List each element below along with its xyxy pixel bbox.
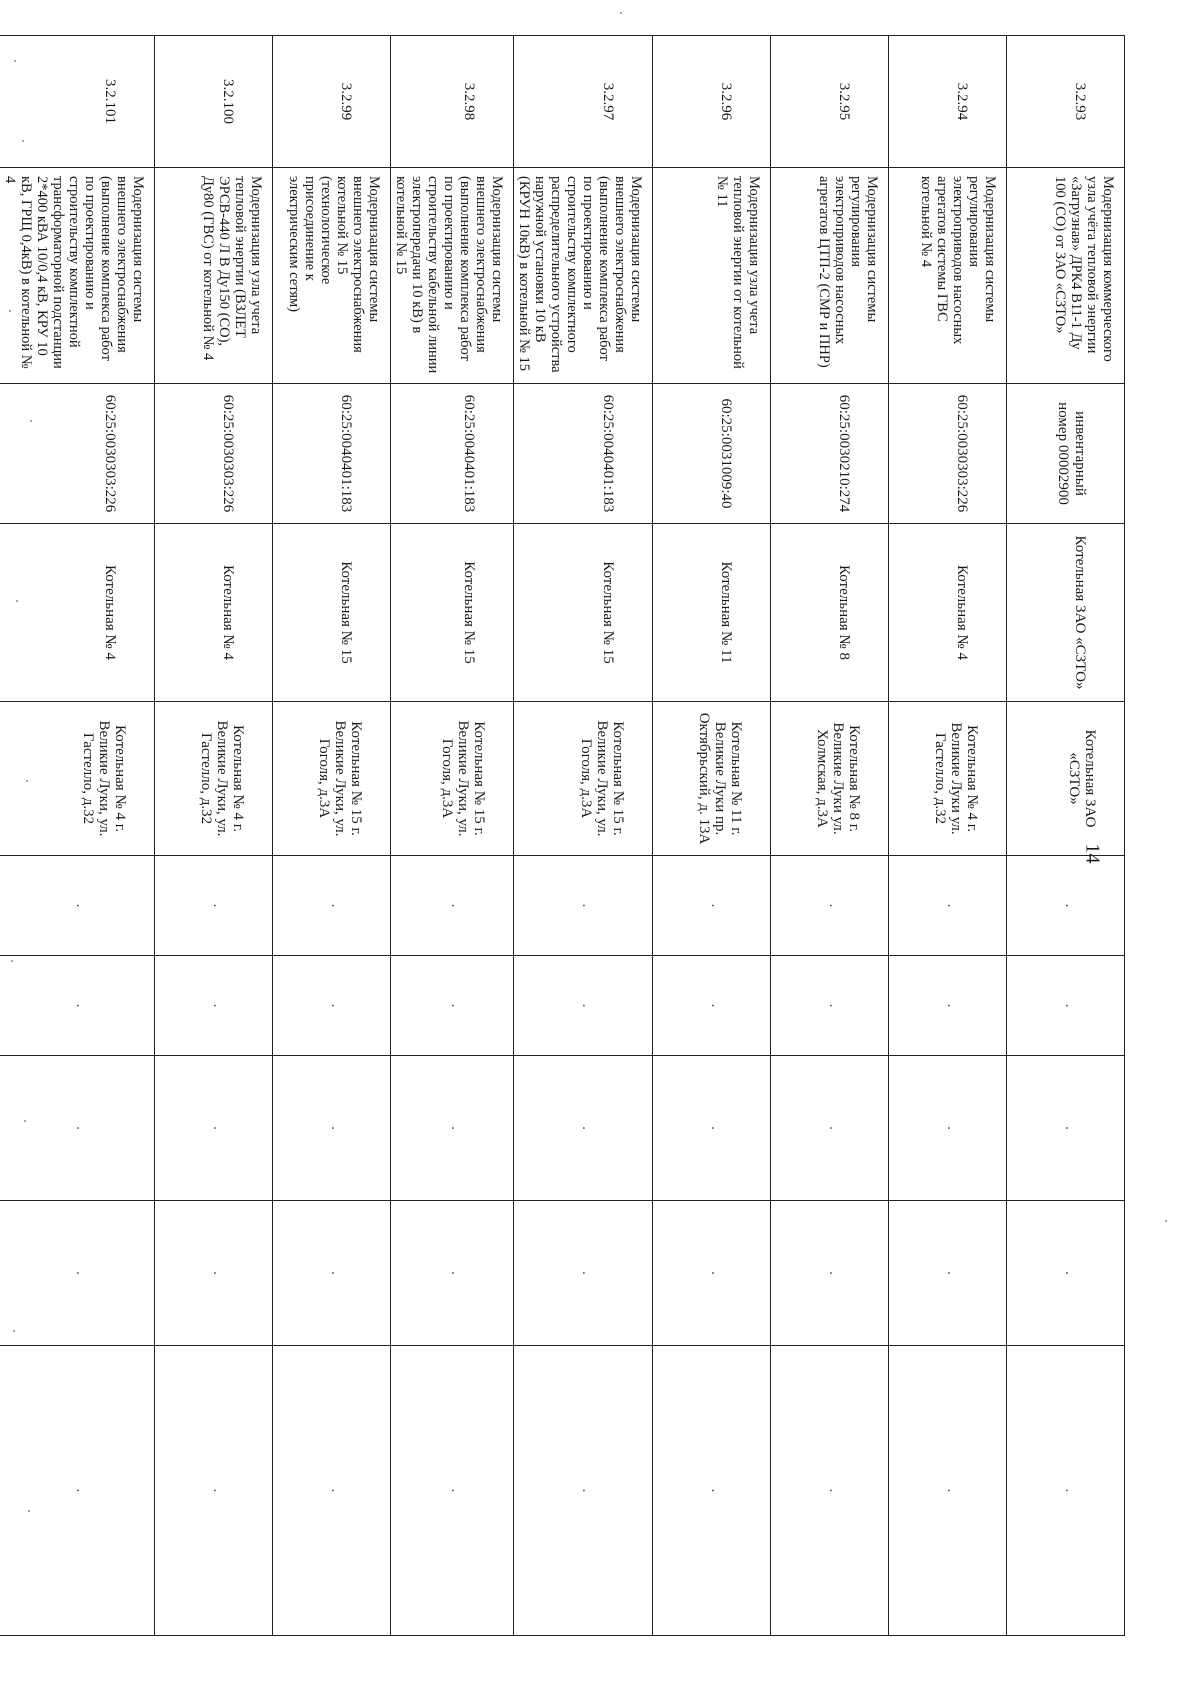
entry-address: Котельная № 15 г. Великие Луки, ул. Гоголя, д.3А <box>514 702 653 856</box>
table-row <box>1007 36 1125 1636</box>
entry-description: Модернизация узла учета тепловой энергии (ВЗЛЕТ ЭРСВ-440 Л В Ду150 (СО), Ду80 (ГВС) от котельной № 4 <box>155 168 273 384</box>
empty-cell: · <box>653 1346 771 1636</box>
empty-cell: · <box>155 1201 273 1346</box>
entry-object: Котельная № 15 <box>514 524 653 702</box>
empty-cell: · <box>889 1346 1007 1636</box>
empty-cell: · <box>1007 1346 1125 1636</box>
empty-cell: · <box>391 856 514 956</box>
register-table <box>0 35 1125 1636</box>
entry-description: Модернизация системы внешнего электроснабжения котельной № 15 (технологическое присоединение к электрическим сетям) <box>273 168 391 384</box>
empty-cell: · <box>0 1201 155 1346</box>
empty-cell: · <box>273 1201 391 1346</box>
empty-cell: · <box>0 856 155 956</box>
empty-cell: · <box>0 956 155 1056</box>
empty-cell: · <box>1007 856 1125 956</box>
entry-address: Котельная ЗАО «СЗТО» <box>1007 702 1125 856</box>
entry-code: 3.2.93 <box>1007 36 1125 168</box>
empty-cell: · <box>653 1201 771 1346</box>
entry-inventory: 60:25:0040401:183 <box>391 384 514 524</box>
entry-inventory: 60:25:0030210:274 <box>771 384 889 524</box>
entry-address: Котельная № 4 г. Великие Луки ул. Гастелло, д.32 <box>889 702 1007 856</box>
entry-inventory: 60:25:0031009:40 <box>653 384 771 524</box>
entry-code: 3.2.101 <box>0 36 155 168</box>
table-row <box>514 36 653 1636</box>
empty-cell: · <box>155 856 273 956</box>
table-row <box>0 36 155 1636</box>
entry-description: Модернизация коммерческого узла учёта тепловой энергии «Загрузная» ДРК4 В11-1 Ду 100 (СО) от ЗАО «СЗТО» <box>1007 168 1125 384</box>
entry-description: Модернизация узла учета тепловой энергии от котельной № 11 <box>653 168 771 384</box>
empty-cell: · <box>391 1056 514 1201</box>
table-row <box>273 36 391 1636</box>
empty-cell: · <box>155 956 273 1056</box>
entry-address: Котельная № 15 г. Великие Луки, ул. Гоголя, д.3А <box>391 702 514 856</box>
empty-cell: · <box>889 1201 1007 1346</box>
empty-cell: · <box>0 1346 155 1636</box>
entry-inventory: инвентарный номер 00002900 <box>1007 384 1125 524</box>
empty-cell: · <box>889 956 1007 1056</box>
empty-cell: · <box>514 1201 653 1346</box>
entry-inventory: 60:25:0030303:226 <box>889 384 1007 524</box>
empty-cell: · <box>771 1346 889 1636</box>
empty-cell: · <box>273 856 391 956</box>
empty-cell: · <box>514 1346 653 1636</box>
empty-cell: · <box>391 1346 514 1636</box>
entry-code: 3.2.96 <box>653 36 771 168</box>
entry-object: Котельная № 8 <box>771 524 889 702</box>
entry-object: Котельная ЗАО «СЗТО» <box>1007 524 1125 702</box>
empty-cell: · <box>514 856 653 956</box>
entry-inventory: 60:25:0040401:183 <box>514 384 653 524</box>
empty-cell: · <box>155 1056 273 1201</box>
entry-description: Модернизация системы регулирования электроприводов насосных агрегатов ЦТП-2 (СМР и ПНР) <box>771 168 889 384</box>
empty-cell: · <box>771 956 889 1056</box>
empty-cell: · <box>0 1056 155 1201</box>
table-row <box>391 36 514 1636</box>
entry-description: Модернизация системы внешнего электроснабжения (выполнение комплекса работ по проектированию и строительству кабельной линии электропередачи 10 кВ) в котельной № 15 <box>391 168 514 384</box>
entry-address: Котельная № 4 г. Великие Луки, ул. Гастелло, д.32 <box>155 702 273 856</box>
empty-cell: · <box>273 1346 391 1636</box>
entry-address: Котельная № 15 г. Великие Луки, ул. Гоголя, д.3А <box>273 702 391 856</box>
empty-cell: · <box>155 1346 273 1636</box>
empty-cell: · <box>391 1201 514 1346</box>
entry-object: Котельная № 15 <box>391 524 514 702</box>
entry-inventory: 60:25:0030303:226 <box>155 384 273 524</box>
empty-cell: · <box>653 856 771 956</box>
entry-address: Котельная № 8 г. Великие Луки ул. Холмская, д.3А <box>771 702 889 856</box>
entry-code: 3.2.98 <box>391 36 514 168</box>
entry-code: 3.2.100 <box>155 36 273 168</box>
entry-description: Модернизация системы регулирования электроприводов насосных агрегатов системы ГВС котельной № 4 <box>889 168 1007 384</box>
entry-description: Модернизация системы внешнего электроснабжения (выполнение комплекса работ по проектированию и строительству комплектной трансформаторной подстанции 2*400 кВА 10/0,4 кВ, КРУ 10 кВ, ГРЩ 0,4кВ) в котельной № 4 <box>0 168 155 384</box>
entry-code: 3.2.94 <box>889 36 1007 168</box>
empty-cell: · <box>1007 1056 1125 1201</box>
empty-cell: · <box>653 956 771 1056</box>
entry-object: Котельная № 4 <box>155 524 273 702</box>
entry-address: Котельная № 4 г. Великие Луки, ул. Гастелло, д.32 <box>0 702 155 856</box>
entry-object: Котельная № 11 <box>653 524 771 702</box>
entry-code: 3.2.99 <box>273 36 391 168</box>
empty-cell: · <box>1007 956 1125 1056</box>
empty-cell: · <box>514 1056 653 1201</box>
entry-object: Котельная № 4 <box>889 524 1007 702</box>
empty-cell: · <box>771 856 889 956</box>
table-row <box>771 36 889 1636</box>
empty-cell: · <box>889 1056 1007 1201</box>
empty-cell: · <box>514 956 653 1056</box>
rotated-page <box>2 35 1125 1635</box>
table-row <box>155 36 273 1636</box>
entry-address: Котельная № 11 г. Великие Луки пр. Октябрьский, д. 13А <box>653 702 771 856</box>
table-row <box>889 36 1007 1636</box>
entry-description: Модернизация системы внешнего электроснабжения (выполнение комплекса работ по проектированию и строительству комплектного распределительного устройства наружной установки 10 кВ (КРУН 10кВ) в котельной № 15 <box>514 168 653 384</box>
entry-inventory: 60:25:0030303:226 <box>0 384 155 524</box>
entry-object: Котельная № 4 <box>0 524 155 702</box>
empty-cell: · <box>273 1056 391 1201</box>
entry-object: Котельная № 15 <box>273 524 391 702</box>
page-number: 14 <box>1081 843 1104 864</box>
empty-cell: · <box>391 956 514 1056</box>
empty-cell: · <box>889 856 1007 956</box>
empty-cell: · <box>771 1201 889 1346</box>
entry-code: 3.2.97 <box>514 36 653 168</box>
entry-code: 3.2.95 <box>771 36 889 168</box>
empty-cell: · <box>653 1056 771 1201</box>
entry-inventory: 60:25:0040401:183 <box>273 384 391 524</box>
empty-cell: · <box>771 1056 889 1201</box>
empty-cell: · <box>1007 1201 1125 1346</box>
table-row <box>653 36 771 1636</box>
empty-cell: · <box>273 956 391 1056</box>
